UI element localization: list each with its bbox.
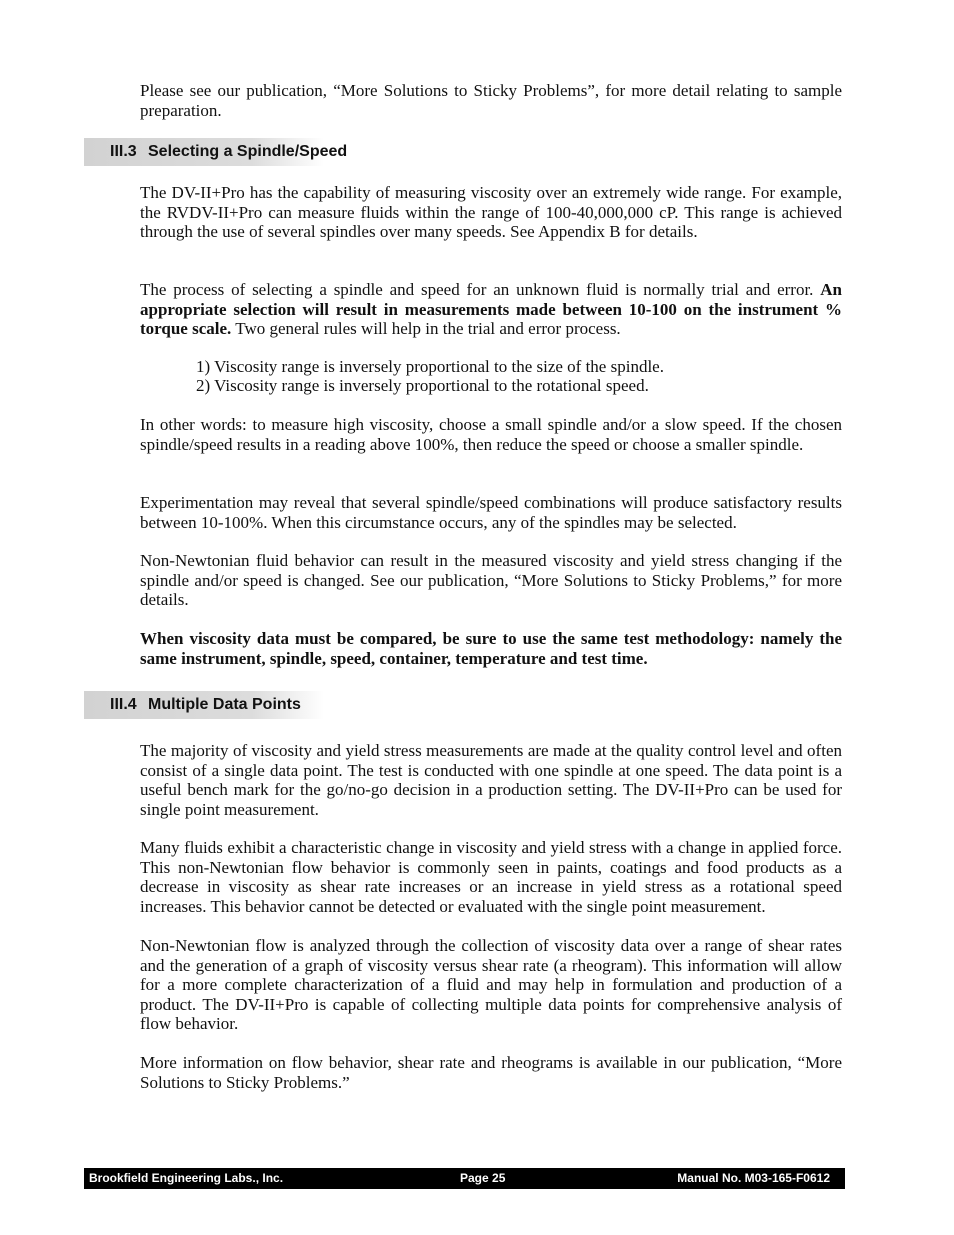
paragraph: The majority of viscosity and yield stress measurements are made at the quality control level and often consist of a single data point. The test is conducted with one spindle at one speed. The data point is a useful bench mark for the go/no-go decision in a production setting. The DV-II+Pro can be used for single point measurement. bbox=[140, 741, 842, 819]
list-item: 2) Viscosity range is inversely proportional to the rotational speed. bbox=[196, 376, 649, 395]
list-item: 1) Viscosity range is inversely proportional to the size of the spindle. bbox=[196, 357, 664, 376]
section-number: III.3 bbox=[110, 143, 137, 160]
page-footer bbox=[84, 1168, 845, 1189]
paragraph: Non-Newtonian flow is analyzed through the collection of viscosity data over a range of shear rates and the generation of a graph of viscosity versus shear rate (a rheogram). This information will allow for a more complete characterization of a fluid and may help in formulation and production of a product. The DV-II+Pro is capable of collecting multiple data points for comprehensive analysis of flow behavior. bbox=[140, 936, 842, 1033]
footer-page-number: Page 25 bbox=[460, 1171, 506, 1185]
paragraph: In other words: to measure high viscosity, choose a small spindle and/or a slow speed. If the chosen spindle/speed results in a reading above 100%, then reduce the speed or choose a smaller spindle. bbox=[140, 415, 842, 454]
paragraph: More information on flow behavior, shear rate and rheograms is available in our publication, “More Solutions to Sticky Problems.” bbox=[140, 1053, 842, 1092]
footer-manual-number: Manual No. M03-165-F0612 bbox=[677, 1171, 830, 1185]
section-title: Multiple Data Points bbox=[148, 696, 301, 713]
paragraph: Many fluids exhibit a characteristic change in viscosity and yield stress with a change in applied force. This non-Newtonian flow behavior is commonly seen in paints, coatings and food products as a decrease in viscosity as shear rate increases or an increase in yield stress as a rotational speed increases. This behavior cannot be detected or evaluated with the single point measurement. bbox=[140, 838, 842, 916]
paragraph-emphasis: An appropriate selection will result in measurements made between 10-100 on the instrument % torque scale. bbox=[140, 280, 843, 338]
bold-paragraph: When viscosity data must be compared, be sure to use the same test methodology: namely the same instrument, spindle, speed, container, temperature and test time. bbox=[140, 629, 842, 668]
paragraph: Experimentation may reveal that several spindle/speed combinations will produce satisfactory results between 10-100%. When this circumstance occurs, any of the spindles may be selected. bbox=[140, 493, 842, 532]
section-heading-iii-3 bbox=[84, 138, 348, 166]
paragraph-text: The process of selecting a spindle and speed for an unknown fluid is normally trial and error. bbox=[140, 280, 814, 299]
section-title: Selecting a Spindle/Speed bbox=[148, 143, 348, 160]
paragraph: Non-Newtonian fluid behavior can result in the measured viscosity and yield stress changing if the spindle and/or speed is changed. See our publication, “More Solutions to Sticky Problems,” for more details. bbox=[140, 551, 842, 609]
section-heading-iii-4 bbox=[84, 691, 324, 719]
section-number: III.4 bbox=[110, 696, 137, 713]
paragraph-text: Two general rules will help in the trial and error process. bbox=[235, 319, 621, 338]
paragraph: The DV-II+Pro has the capability of measuring viscosity over an extremely wide range. For example, the RVDV-II+Pro can measure fluids within the range of 100-40,000,000 cP. This range is achieved through the use of several spindles over many speeds. See Appendix B for details. bbox=[140, 183, 842, 241]
footer-company: Brookfield Engineering Labs., Inc. bbox=[89, 1171, 284, 1185]
paragraph-torque-scale bbox=[140, 280, 842, 339]
intro-paragraph: Please see our publication, “More Solutions to Sticky Problems”, for more detail relating to sample preparation. bbox=[140, 81, 842, 120]
